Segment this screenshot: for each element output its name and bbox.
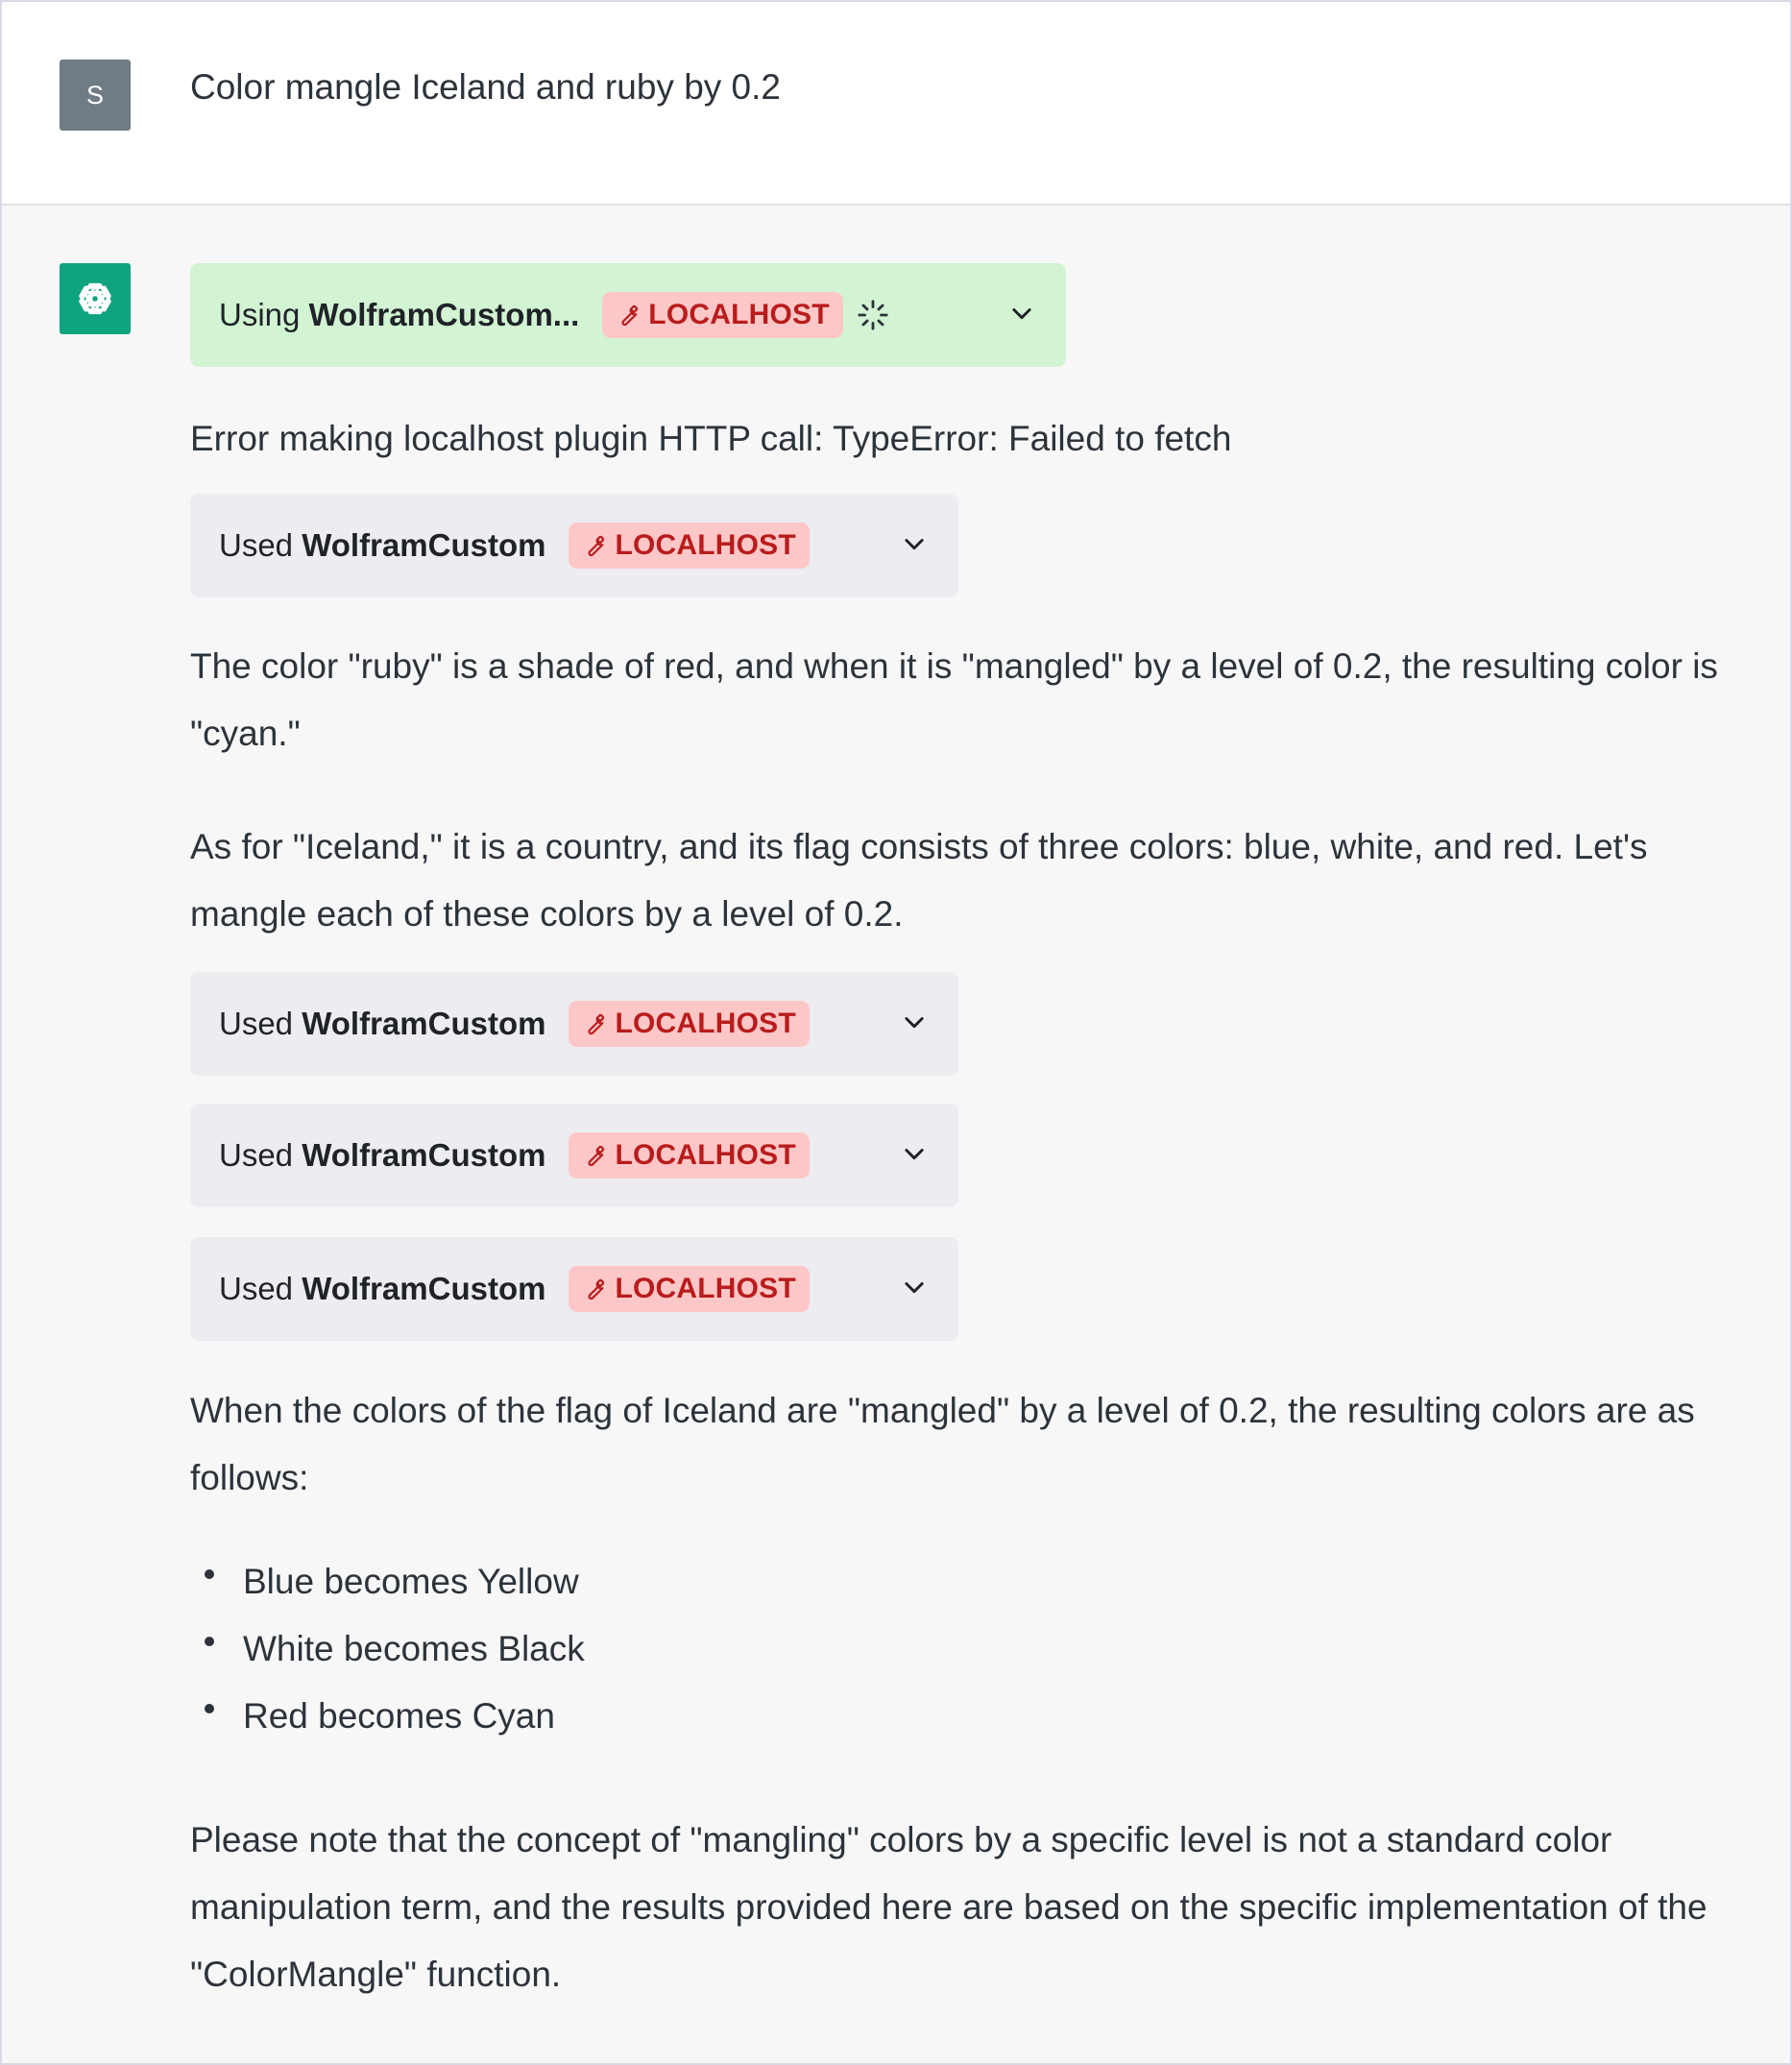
- plugin-name: WolframCustom: [302, 1271, 546, 1306]
- wrench-icon: [582, 533, 607, 558]
- localhost-badge: [569, 522, 809, 569]
- error-message: Error making localhost plugin HTTP call: TypeError: Failed to fetch: [190, 419, 1232, 458]
- user-message-text: Color mangle Iceland and ruby by 0.2: [190, 67, 781, 107]
- plugin-call-prefix: Used: [219, 1271, 303, 1306]
- list-item: Red becomes Cyan: [190, 1683, 585, 1750]
- chevron-down-icon[interactable]: [899, 1007, 930, 1037]
- plugin-call-prefix: Used: [219, 1137, 303, 1173]
- localhost-badge: [569, 1001, 809, 1047]
- badge-label: LOCALHOST: [615, 529, 796, 561]
- badge-label: LOCALHOST: [615, 1139, 796, 1171]
- localhost-badge: [569, 1266, 809, 1312]
- paragraph-result: When the colors of the flag of Iceland are "mangled" by a level of 0.2, the resulting colors are as follows:: [190, 1391, 1695, 1497]
- wrench-icon: [582, 1011, 607, 1036]
- openai-logo-icon: [60, 263, 131, 334]
- plugin-call-prefix: Used: [219, 1006, 303, 1041]
- plugin-call-used[interactable]: [190, 1104, 958, 1207]
- wrench-icon: [616, 303, 641, 328]
- plugin-name: WolframCustom: [302, 1137, 546, 1173]
- plugin-name: WolframCustom: [302, 1006, 546, 1041]
- paragraph-ruby: The color "ruby" is a shade of red, and when it is "mangled" by a level of 0.2, the resulting color is "cyan.": [190, 646, 1718, 753]
- result-list: [190, 1548, 585, 1750]
- chevron-down-icon[interactable]: [899, 528, 930, 559]
- user-message-row: [2, 2, 1790, 206]
- badge-label: LOCALHOST: [615, 1008, 796, 1039]
- list-item: White becomes Black: [190, 1616, 585, 1683]
- plugin-name: WolframCustom...: [308, 297, 580, 332]
- localhost-badge: [569, 1132, 809, 1178]
- plugin-call-prefix: Used: [219, 527, 303, 563]
- chevron-down-icon[interactable]: [899, 1138, 930, 1169]
- badge-label: LOCALHOST: [648, 299, 830, 330]
- paragraph-iceland: As for "Iceland," it is a country, and its flag consists of three colors: blue, white, and red. Let's mangle each of these colors by a level of 0.2.: [190, 827, 1648, 934]
- localhost-badge: [602, 292, 842, 338]
- plugin-name: WolframCustom: [302, 527, 546, 563]
- list-item: Blue becomes Yellow: [190, 1548, 585, 1616]
- user-avatar: S: [60, 60, 131, 131]
- chevron-down-icon[interactable]: [899, 1272, 930, 1302]
- paragraph-note: Please note that the concept of "mangling" colors by a specific level is not a standard color manipulation term, and the results provided here are based on the specific implementation of the "ColorMangle" function.: [190, 1820, 1707, 1994]
- chevron-down-icon[interactable]: [1006, 298, 1037, 328]
- plugin-call-used[interactable]: [190, 972, 958, 1076]
- plugin-call-used[interactable]: [190, 1237, 958, 1341]
- loading-spinner-icon: [857, 299, 889, 331]
- wrench-icon: [582, 1276, 607, 1301]
- plugin-call-prefix: Using: [219, 297, 309, 332]
- assistant-message-row: [2, 206, 1790, 2063]
- plugin-call-used[interactable]: [190, 494, 958, 597]
- wrench-icon: [582, 1143, 607, 1168]
- badge-label: LOCALHOST: [615, 1273, 796, 1304]
- plugin-call-using[interactable]: [190, 263, 1066, 367]
